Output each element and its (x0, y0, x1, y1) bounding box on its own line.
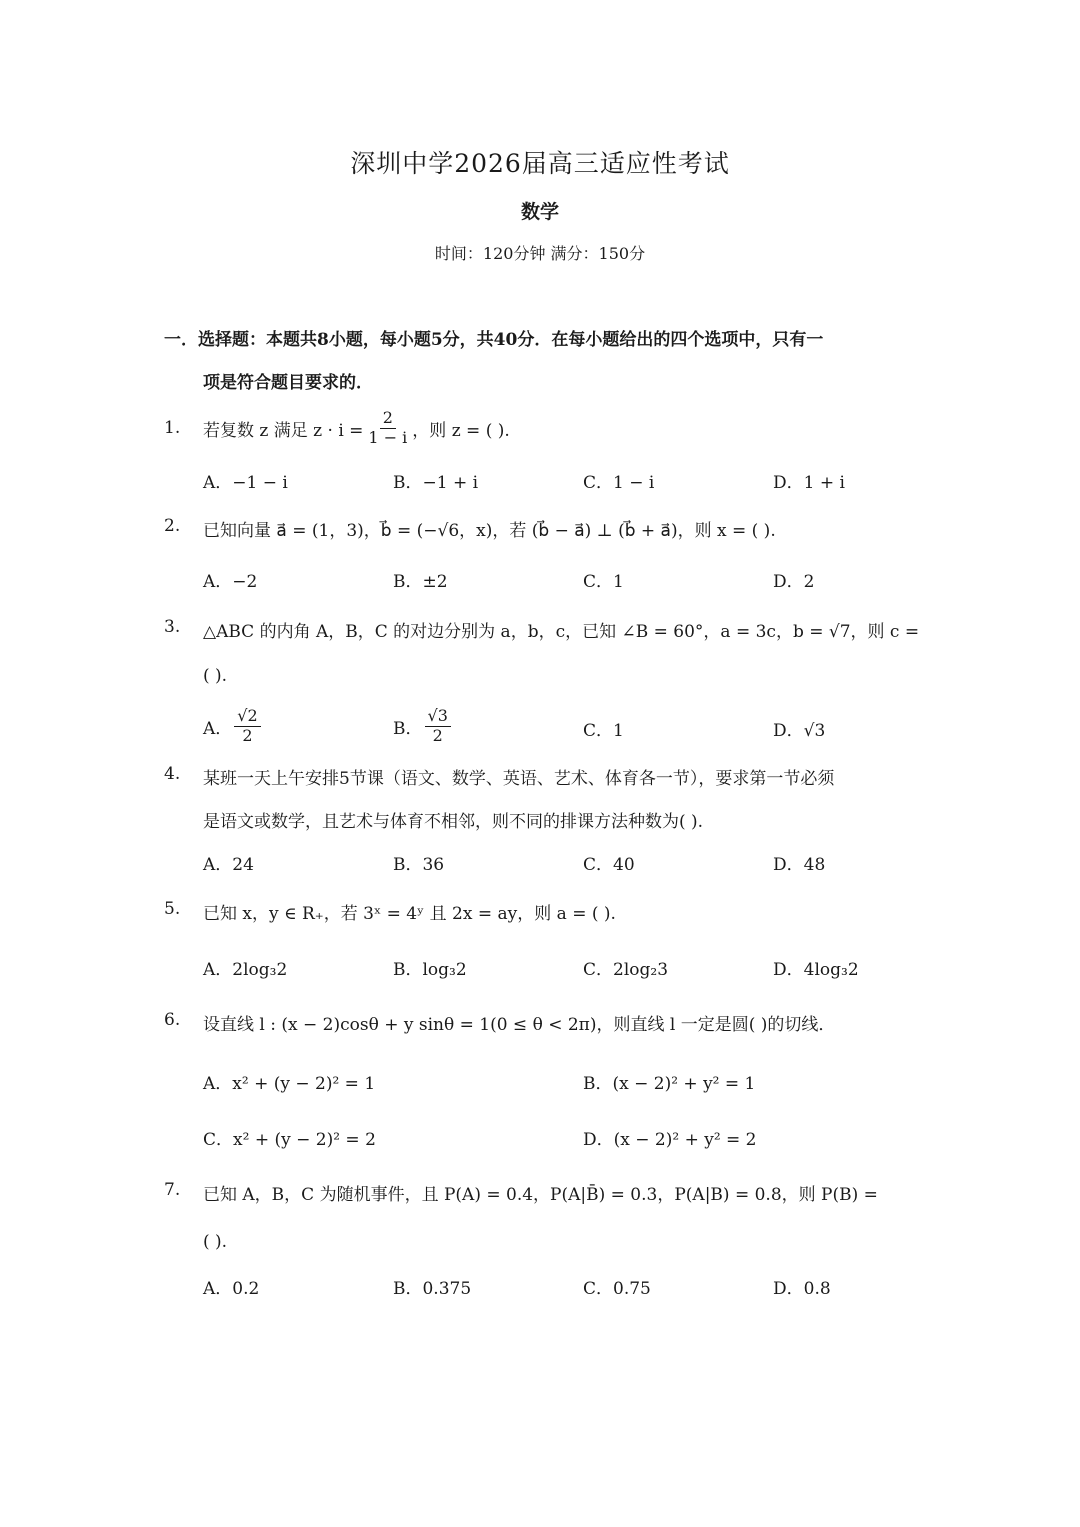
q5-option-c: C．2log₂3 (583, 960, 669, 980)
q3-option-b-numerator: √3 (425, 707, 451, 726)
q3-option-a-fraction (234, 707, 260, 745)
q1-option-a: A．−1 − i (203, 473, 288, 493)
q5-option-d: D．4log₃2 (773, 960, 859, 980)
q1-fraction-numerator: 2 (380, 409, 396, 428)
q4-option-b: B．36 (393, 855, 445, 875)
q7-stem-line1: 已知 A，B，C 为随机事件，且 P(A) = 0.4，P(A|B̄) = 0.3，P(A|B) = 0.8，则 P(B) = (203, 1185, 878, 1205)
q3-stem-line2: ( ). (203, 666, 228, 686)
q1-stem-pre: 若复数 z 满足 z · i = (203, 420, 364, 441)
exam-title: 深圳中学2026届高三适应性考试 (350, 149, 730, 178)
q2-option-c: C．1 (583, 572, 624, 592)
q1-stem (203, 404, 510, 452)
q2-number: 2. (164, 516, 181, 536)
section-heading-line1: 一．选择题：本题共8小题，每小题5分，共40分．在每小题给出的四个选项中，只有一 (164, 330, 824, 350)
exam-time-info: 时间：120分钟 满分：150分 (434, 244, 646, 263)
section-heading-line2: 项是符合题目要求的． (203, 373, 373, 393)
q3-option-c: C．1 (583, 721, 624, 741)
q7-option-c: C．0.75 (583, 1279, 651, 1299)
q3-option-a (203, 702, 263, 750)
q3-option-a-denominator: 2 (242, 725, 253, 745)
q3-number: 3. (164, 617, 181, 637)
q2-stem: 已知向量 a⃗ = (1，3)，b⃗ = (−√6，x)，若 (b⃗ − a⃗) ⊥ (b⃗ + a⃗)，则 x = ( ). (203, 521, 776, 541)
q7-stem-line2: ( ). (203, 1232, 228, 1252)
q4-stem-line2: 是语文或数学，且艺术与体育不相邻，则不同的排课方法种数为( ). (203, 812, 704, 832)
q5-number: 5. (164, 899, 181, 919)
q3-stem-line1: △ABC 的内角 A，B，C 的对边分别为 a，b，c，已知 ∠B = 60°，a = 3c，b = √7，则 c = (203, 622, 920, 642)
q2-option-b: B．±2 (393, 572, 448, 592)
q7-option-d: D．0.8 (773, 1279, 831, 1299)
q1-option-c: C．1 − i (583, 473, 655, 493)
q3-option-b-denominator: 2 (432, 725, 443, 745)
q5-option-a: A．2log₃2 (203, 960, 288, 980)
q3-option-d: D．√3 (773, 721, 826, 741)
q5-option-b: B．log₃2 (393, 960, 467, 980)
q6-option-b: B．(x − 2)² + y² = 1 (583, 1074, 756, 1094)
q4-number: 4. (164, 764, 181, 784)
q3-option-a-label: A． (203, 718, 233, 739)
q6-option-c: C．x² + (y − 2)² = 2 (203, 1130, 376, 1150)
q1-number: 1. (164, 418, 181, 438)
q3-option-b-label: B． (393, 718, 423, 739)
q1-stem-post: ，则 z = ( ). (412, 420, 510, 441)
q1-fraction-denominator: 1 − i (368, 427, 408, 447)
exam-subject: 数学 (520, 201, 559, 223)
q3-option-b-fraction (425, 707, 451, 745)
q1-option-b: B．−1 + i (393, 473, 479, 493)
q4-option-c: C．40 (583, 855, 635, 875)
q7-option-a: A．0.2 (203, 1279, 260, 1299)
q1-fraction (365, 409, 410, 447)
q2-option-a: A．−2 (203, 572, 258, 592)
q2-option-d: D．2 (773, 572, 815, 592)
q7-number: 7. (164, 1180, 181, 1200)
q6-option-d: D．(x − 2)² + y² = 2 (583, 1130, 757, 1150)
q6-number: 6. (164, 1010, 181, 1030)
q6-stem: 设直线 l : (x − 2)cosθ + y sinθ = 1(0 ≤ θ < 2π)，则直线 l 一定是圆( )的切线． (203, 1015, 836, 1035)
q5-stem: 已知 x，y ∈ R₊，若 3ˣ = 4ʸ 且 2x = ay，则 a = ( ). (203, 904, 616, 924)
q4-option-d: D．48 (773, 855, 826, 875)
q3-option-a-numerator: √2 (234, 707, 260, 726)
q4-option-a: A．24 (203, 855, 254, 875)
q4-stem-line1: 某班一天上午安排5节课（语文、数学、英语、艺术、体育各一节），要求第一节必须 (203, 769, 835, 789)
q1-option-d: D．1 + i (773, 473, 845, 493)
q6-option-a: A．x² + (y − 2)² = 1 (203, 1074, 376, 1094)
q3-option-b (393, 702, 453, 750)
q7-option-b: B．0.375 (393, 1279, 472, 1299)
